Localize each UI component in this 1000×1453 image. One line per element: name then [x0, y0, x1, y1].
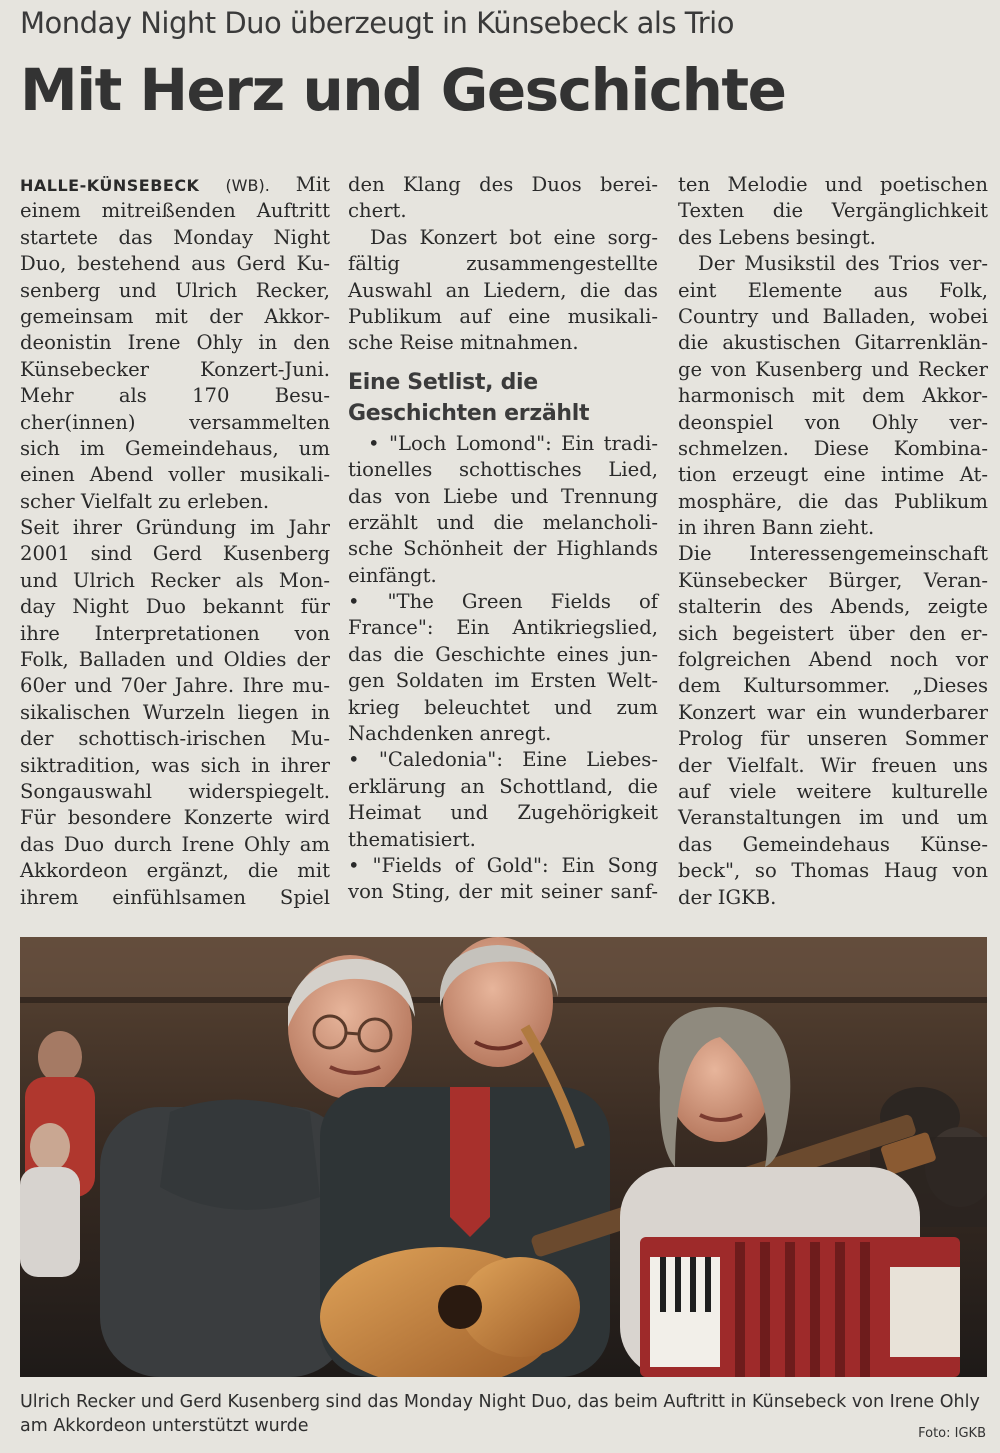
text-line: Konzert war ein wunderbarer: [678, 700, 988, 724]
text-line: des Lebens besingt.: [678, 225, 876, 249]
text-line: harmonisch mit dem Akkor-: [678, 384, 988, 408]
text-line: Künsebecker Konzert-Juni.: [20, 357, 330, 381]
text-line: schmelzen. Diese Kombina-: [678, 436, 988, 460]
text-line: ihrem einfühlsamen Spiel: [20, 885, 330, 909]
text-line: der Vielfalt. Wir freuen uns: [678, 753, 988, 777]
dateline: HALLE-KÜNSEBECK: [20, 176, 200, 195]
text-line: chert.: [348, 199, 407, 223]
text-line: deonistin Irene Ohly in den: [20, 331, 330, 355]
text-line: dem Kultursommer. „Dieses: [678, 674, 988, 698]
text-line: krieg beleuchtet und zum: [348, 695, 658, 719]
headline: Mit Herz und Geschichte: [20, 56, 786, 124]
text-line: das von Liebe und Trennung: [348, 484, 658, 508]
setlist-item: • "Loch Lomond": Ein tradi-: [368, 431, 658, 455]
text-line: Publikum auf eine musikali-: [348, 304, 658, 328]
text-line: die akustischen Gitarrenklän-: [678, 331, 988, 355]
text-line: Veranstaltungen im und um: [678, 806, 988, 830]
article-column-3: [678, 172, 988, 911]
subheading-line-2: Geschichten erzählt: [348, 400, 590, 426]
text-line: deonspiel von Ohly ver-: [678, 410, 988, 434]
text-line: Für besondere Konzerte wird: [20, 806, 330, 830]
text-line: Heimat und Zugehörigkeit: [348, 801, 658, 825]
text-line: cher(innen) versammelten: [20, 410, 330, 434]
text-line: Der Musikstil des Trios ver-: [698, 252, 988, 276]
text-line: stalterin des Abends, zeigte: [678, 595, 988, 619]
text-line: Songauswahl widerspiegelt.: [20, 779, 330, 803]
setlist-item: • "Caledonia": Eine Liebes-: [348, 748, 658, 772]
text-line: Mehr als 170 Besu-: [20, 384, 330, 408]
text-line: sche Schönheit der Highlands: [348, 537, 658, 561]
text-line: scher Vielfalt zu erleben.: [20, 489, 270, 513]
text-line: Prolog für unseren Sommer: [678, 727, 988, 751]
text-line: Seit ihrer Gründung im Jahr: [20, 516, 330, 540]
text-line: HALLE-KÜNSEBECK (WB). Mit: [20, 173, 330, 196]
text-line: Folk, Balladen und Oldies der: [20, 648, 330, 672]
text-line: tionelles schottisches Lied,: [348, 458, 658, 482]
text-line: der schottisch-irischen Mu-: [20, 727, 330, 751]
text-line: sich begeistert über den er-: [678, 621, 988, 645]
text-line: 2001 sind Gerd Kusenberg: [20, 542, 330, 566]
text-line: ten Melodie und poetischen: [678, 173, 988, 196]
article-column-2: [348, 172, 658, 906]
text-line: den Klang des Duos berei-: [348, 173, 658, 196]
text-line: sich im Gemeindehaus, um: [20, 436, 330, 460]
caption-line-2: am Akkordeon unterstützt wurde: [20, 1416, 309, 1436]
text-line: eint Elemente aus Folk,: [678, 278, 988, 302]
text-line: folgreichen Abend noch vor: [678, 648, 988, 672]
text-line: das die Geschichte eines jun-: [348, 642, 658, 666]
text-line: gemeinsam mit der Akkor-: [20, 304, 330, 328]
text-line: erzählt und die melancholi-: [348, 510, 658, 534]
kicker-line: Monday Night Duo überzeugt in Künsebeck als Trio: [20, 6, 734, 40]
photo-credit: Foto: IGKB: [918, 1426, 986, 1441]
text-line: France": Ein Antikriegslied,: [348, 616, 658, 640]
text-line: in ihren Bann zieht.: [678, 516, 875, 540]
text-line: der IGKB.: [678, 885, 777, 909]
text-line: von Sting, der mit seiner sanf-: [348, 880, 658, 904]
photo-illustration: [20, 937, 987, 1377]
photo-caption: [20, 1390, 990, 1438]
text-line: einem mitreißenden Auftritt: [20, 199, 330, 223]
text-line: Auswahl an Liedern, die das: [348, 278, 658, 302]
dateline-source: (WB).: [225, 176, 270, 195]
text-line: Country und Balladen, wobei: [678, 304, 988, 328]
text-line: Duo, bestehend aus Gerd Ku-: [20, 252, 330, 276]
text-line: fältig zusammengestellte: [348, 252, 658, 276]
text-line: Das Konzert bot eine sorg-: [370, 225, 658, 249]
text-line: Akkordeon ergänzt, die mit: [20, 859, 330, 883]
text-line: Die Interessengemeinschaft: [678, 542, 988, 566]
text-line: auf viele weitere kulturelle: [678, 779, 988, 803]
text-line: tion erzeugt eine intime At-: [678, 463, 988, 487]
text-line: gen Soldaten im Ersten Welt-: [348, 669, 658, 693]
setlist-item: • "The Green Fields of: [348, 590, 658, 614]
text-line: sikalischen Wurzeln liegen in: [20, 700, 330, 724]
caption-line-1: Ulrich Recker und Gerd Kusenberg sind das Monday Night Duo, das beim Auftritt in Künsebeck von Irene Ohly: [20, 1392, 980, 1412]
concert-photo: [20, 937, 987, 1377]
text-line: Nachdenken anregt.: [348, 722, 552, 746]
text-line: senberg und Ulrich Recker,: [20, 278, 330, 302]
text-line: Texten die Vergänglichkeit: [678, 199, 988, 223]
text-line: einen Abend voller musikali-: [20, 463, 330, 487]
setlist-item: • "Fields of Gold": Ein Song: [348, 853, 658, 877]
text-line: 60er und 70er Jahre. Ihre mu-: [20, 674, 330, 698]
text-line: das Duo durch Irene Ohly am: [20, 832, 330, 856]
text-line: thematisiert.: [348, 827, 476, 851]
text-line: siktradition, was sich in ihrer: [20, 753, 330, 777]
text-line: und Ulrich Recker als Mon-: [20, 568, 330, 592]
text-line: ge von Kusenberg und Recker: [678, 357, 988, 381]
text-line: day Night Duo bekannt für: [20, 595, 330, 619]
text-line: Künsebecker Bürger, Veran-: [678, 568, 988, 592]
subheading-line-1: Eine Setlist, die: [348, 369, 538, 395]
article-column-1: [20, 172, 330, 911]
text-line: das Gemeindehaus Künse-: [678, 832, 988, 856]
text-line: einfängt.: [348, 563, 437, 587]
text-line: sche Reise mitnahmen.: [348, 331, 579, 355]
text-line: mosphäre, die das Publikum: [678, 489, 988, 513]
text-line: startete das Monday Night: [20, 225, 330, 249]
text-line: erklärung an Schottland, die: [348, 774, 658, 798]
text-line: beck", so Thomas Haug von: [678, 859, 988, 883]
text-line: ihre Interpretationen von: [20, 621, 330, 645]
